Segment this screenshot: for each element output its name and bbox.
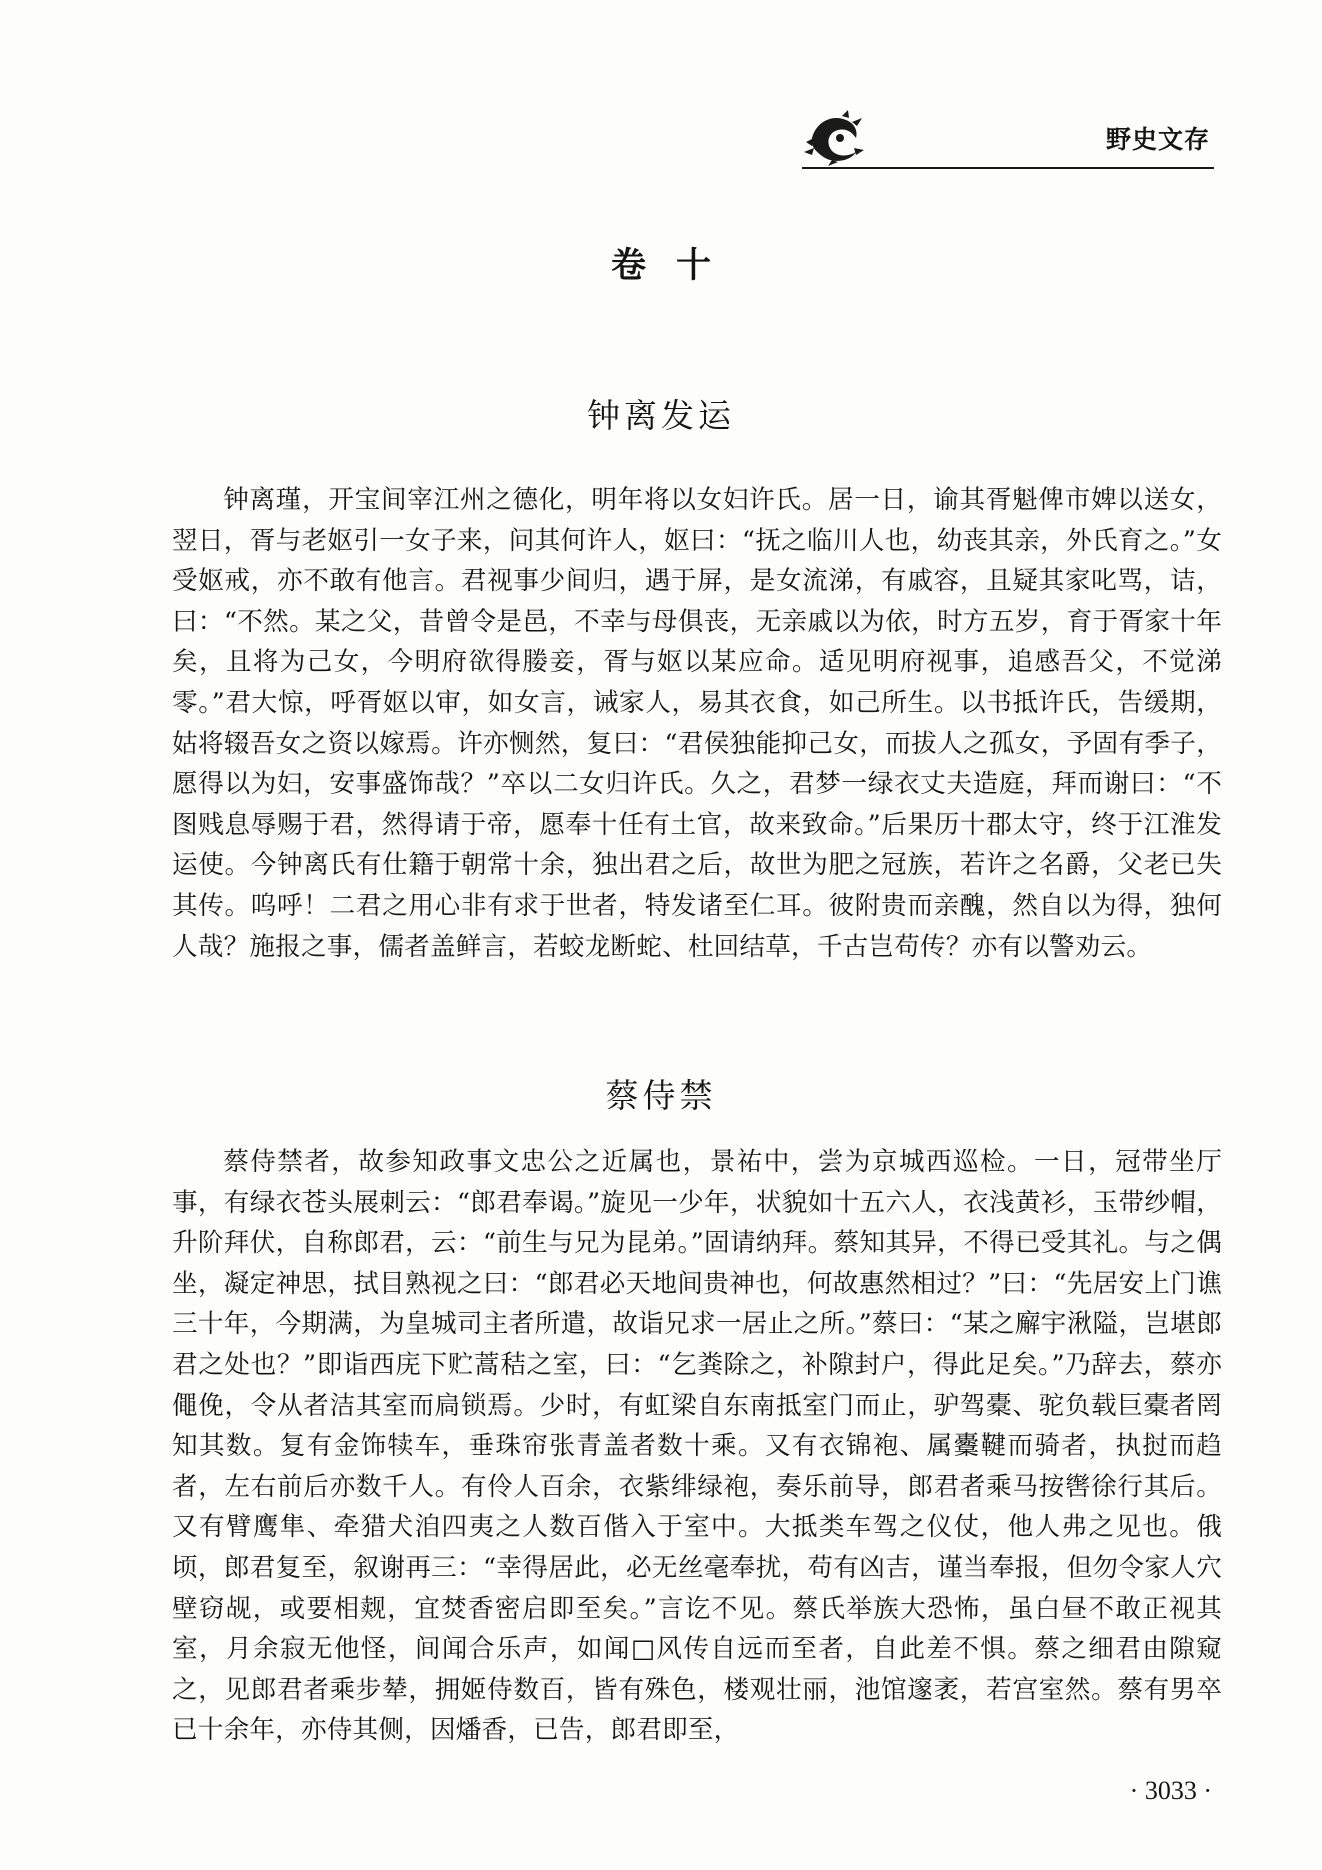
section-title: 蔡侍禁 <box>605 1076 717 1115</box>
section-paragraph: 钟离瑾，开宝间宰江州之德化，明年将以女妇许氏。居一日，谕其胥魁俾市婢以送女，翌日，胥与老妪引一女子来，问其何许人，妪曰：“抚之临川人也，幼丧其亲，外氏育之。”女受妪戒，亦不敢有他言。君视事少间归，遇于屏，是女流涕，有戚容，且疑其家叱骂，诘，曰：“不然。某之父，昔曾令是邑，不幸与母俱丧，无亲戚以为依，时方五岁，育于胥家十年矣，且将为己女，今明府欲得媵妾，胥与妪以某应命。适见明府视事，追感吾父，不觉涕零。”君大惊，呼胥妪以审，如女言，诫家人，易其衣食，如己所生。以书抵许氏，告缓期，姑将辍吾女之资以嫁焉。许亦恻然，复曰：“君侯独能抑己女，而拔人之孤女，予固有季子，愿得以为妇，安事盛饰哉？”卒以二女归许氏。久之，君梦一绿衣丈夫造庭，拜而谢曰：“不图贱息辱赐于君，然得请于帝，愿奉十任有土官，故来致命。”后果历十郡太守，终于江淮发运使。今钟离氏有仕籍于朝常十余，独出君之后，故世为肥之冠族，若许之名爵，父老已失其传。呜呼！二君之用心非有求于世者，特发诸至仁耳。彼附贵而亲醜，然自以为得，独何人哉？施报之事，儒者盖鲜言，若蛟龙断蛇、杜回结草，千古岂苟传？亦有以警劝云。 <box>172 485 1222 962</box>
section-title: 钟离发运 <box>587 396 735 435</box>
header-rule <box>802 167 1214 169</box>
page-number: · 3033 · <box>1129 1776 1212 1805</box>
dragon-emblem-icon <box>802 108 866 166</box>
series-title: 野史文存 <box>1105 125 1210 154</box>
section-paragraph: 蔡侍禁者，故参知政事文忠公之近属也，景祐中，尝为京城西巡检。一日，冠带坐厅事，有绿衣苍头展刺云：“郎君奉谒。”旋见一少年，状貌如十五六人，衣浅黄衫，玉带纱帽，升阶拜伏，自称郎君，云：“前生与兄为昆弟。”固请纳拜。蔡知其异，不得已受其礼。与之偶坐，凝定神思，拭目熟视之曰：“郎君必天地间贵神也，何故惠然相过？”曰：“先居安上门谯三十年，今期满，为皇城司主者所遣，故诣兄求一居止之所。”蔡曰：“某之廨宇湫隘，岂堪郎君之处也？”即诣西庑下贮蒿秸之室，曰：“乞粪除之，补隙封户，得此足矣。”乃辞去，蔡亦僶俛，令从者洁其室而扃锁焉。少时，有虹梁自东南抵室门而止，驴驾橐、驼负载巨橐者罔知其数。复有金饰犊车，垂珠帘张青盖者数十乘。又有衣锦袍、属櫜鞬而骑者，执挝而趋者，左右前后亦数千人。有伶人百余，衣紫绯绿袍，奏乐前导，郎君者乘马按辔徐行其后。又有臂鹰隼、牵猎犬洎四夷之人数百偕入于室中。大抵类车驾之仪仗，他人弗之见也。俄顷，郎君复至，叙谢再三：“幸得居此，必无丝毫奉扰，苟有凶吉，谨当奉报，但勿令家人穴壁窃觇，或要相觌，宜焚香密启即至矣。”言讫不见。蔡氏举族大恐怖，虽白昼不敢正视其室，月余寂无他怪，间闻合乐声，如闻□风传自远而至者，自此差不惧。蔡之细君由隙窥之，见郎君者乘步辇，拥姬侍数百，皆有殊色，楼观壮丽，池馆邃袤，若宫室然。蔡有男卒已十余年，亦侍其侧，因燔香，已告，郎君即至， <box>172 1147 1222 1746</box>
volume-title: 卷十 <box>610 246 741 286</box>
running-header <box>802 108 1214 168</box>
